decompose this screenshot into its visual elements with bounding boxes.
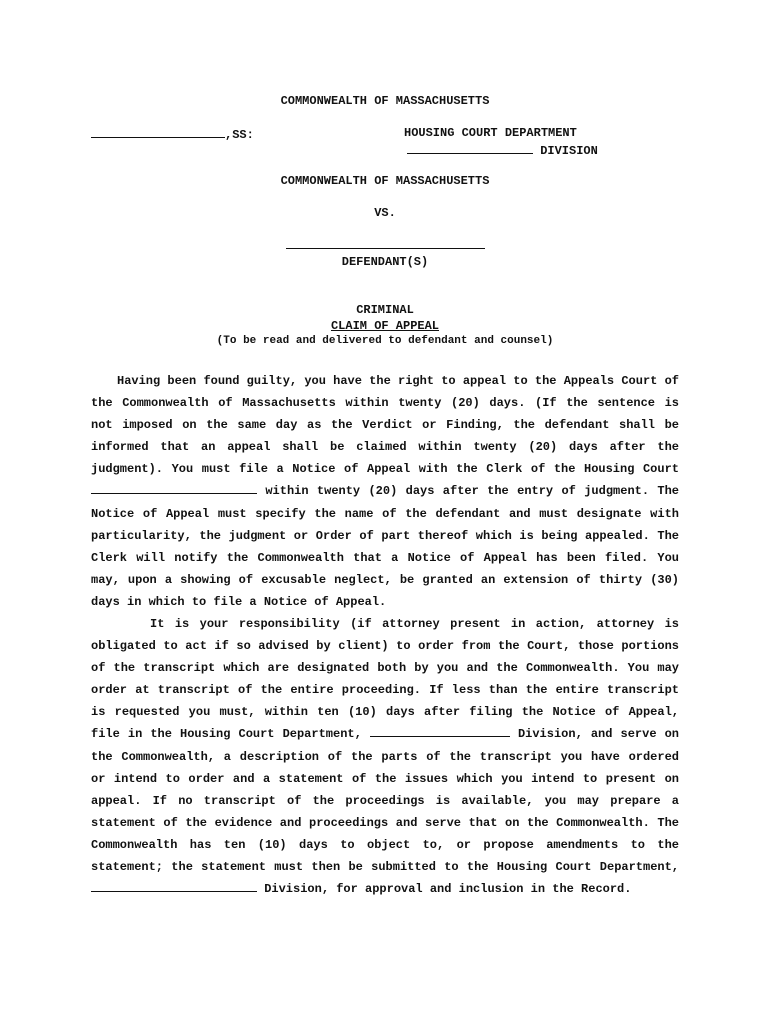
paragraph-1-part-a: Having been found guilty, you have the right to appeal to the Appeals Court of the Commonwealth of Massachusetts within twenty (20) days. (If the sentence is not imposed on the same day as the Verdict or Finding, the defendant shall be informed that an appeal shall be claimed within twenty (20) days after the judgment). You must file a Notice of Appeal with the Clerk of the Housing Court [91,374,679,477]
defendant-name-blank[interactable] [286,248,485,249]
paragraph-2 [91,613,679,900]
paragraph-2-part-a: It is your responsibility (if attorney present in action, attorney is obligated to act if so advised by client) to order from the Court, those portions of the transcript which are designated both by you and the Commonwealth. You may order at transcript of the entire proceeding. If less than the entire transcript is requested you must, within ten (10) days after filing the Notice of Appeal, file in the Housing Court Department, [91,617,679,742]
housing-court-blank-2[interactable] [370,724,510,737]
county-blank[interactable] [91,125,225,138]
paragraph-1-part-b: within twenty (20) days after the entry of judgment. The Notice of Appeal must specify the name of the defendant and must designate with particularity, the judgment or Order of part thereof which is being appealed. The Clerk will notify the Commonwealth that a Notice of Appeal has been filed. You may, upon a showing of excusable neglect, be granted an extension of thirty (30) days in which to file a Notice of Appeal. [91,484,680,609]
commonwealth-heading: COMMONWEALTH OF MASSACHUSETTS [280,94,490,108]
title-subtitle: (To be read and delivered to defendant and counsel) [216,335,554,347]
housing-court-blank-3[interactable] [91,879,257,892]
court-department: HOUSING COURT DEPARTMENT [404,126,577,140]
housing-court-blank-1[interactable] [91,481,257,494]
plaintiff-name: COMMONWEALTH OF MASSACHUSETTS [280,174,490,188]
ss-label: ,SS: [225,128,254,142]
paragraph-2-part-c: Division, for approval and inclusion in the Record. [264,882,632,897]
title-criminal: CRIMINAL [356,303,414,317]
ss-line [91,125,254,143]
division-blank[interactable] [407,141,533,154]
title-claim-of-appeal: CLAIM OF APPEAL [330,319,440,333]
defendant-label: DEFENDANT(S) [341,255,429,269]
versus-label: VS. [374,206,396,220]
paragraph-1 [91,370,679,613]
paragraph-2-part-b: Division, and serve on the Commonwealth, a description of the parts of the transcript you have ordered or intend to order and a statement of the issues which you intend to present on appeal. If no transcript of the proceedings is available, you may prepare a statement of the evidence and proceedings and serve that on the Commonwealth. The Commonwealth has ten (10) days to object to, or propose amendments to the statement; the statement must then be submitted to the Housing Court Department, [91,727,679,875]
division-label: DIVISION [540,144,598,158]
division-line [407,141,598,159]
